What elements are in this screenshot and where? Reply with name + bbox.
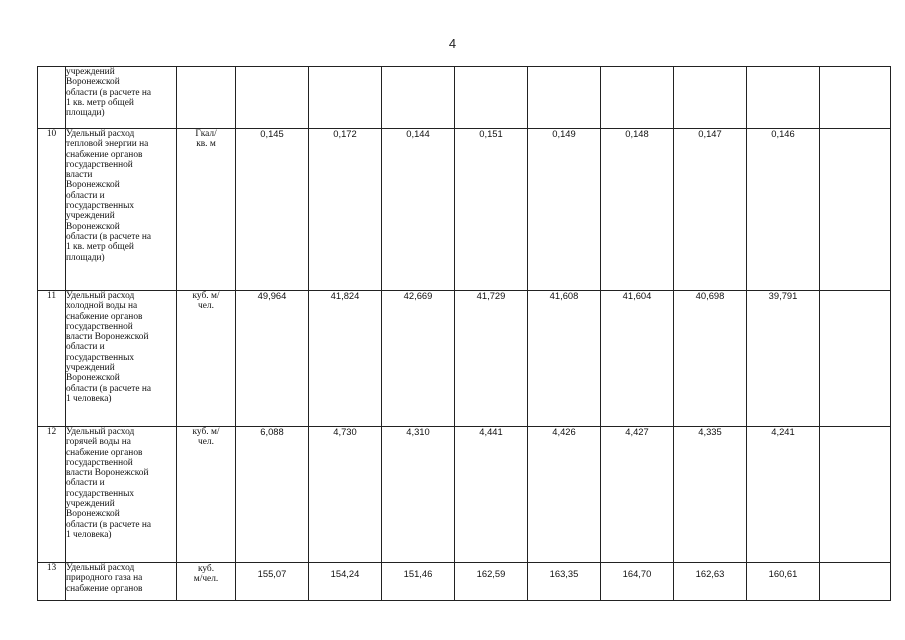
unit: куб. м/ чел. [192,291,220,312]
value-cell: 4,241 [747,427,820,563]
table-row [38,129,891,291]
value-cell: 0,146 [747,129,820,291]
row-number: 11 [38,291,66,427]
value-cell: 162,59 [455,563,528,601]
value-cell: 163,35 [528,563,601,601]
row-number: 12 [38,427,66,563]
value-cell: 0,172 [309,129,382,291]
value-cell: 41,729 [455,291,528,427]
value-cell [674,67,747,129]
value-cell [309,67,382,129]
value-cell: 6,088 [236,427,309,563]
value-cell: 4,310 [382,427,455,563]
unit: Гкал/ кв. м [195,129,217,150]
value-cell [236,67,309,129]
value-cell: 4,427 [601,427,674,563]
value-cell: 4,441 [455,427,528,563]
value-cell [820,129,891,291]
value-cell: 49,964 [236,291,309,427]
table-row [38,291,891,427]
row-number: 10 [38,129,66,291]
indicator-name: Удельный расход холодной воды на снабжение органов государственной власти Воронежской области и государственных учреждений Воронежской области (в расчете на 1 человека) [66,291,152,404]
unit: куб. м/чел. [193,564,219,585]
value-cell [820,291,891,427]
value-cell: 40,698 [674,291,747,427]
value-cell: 4,730 [309,427,382,563]
value-cell: 154,24 [309,563,382,601]
value-cell [601,67,674,129]
indicators-table [37,66,891,601]
table-row [38,427,891,563]
value-cell: 42,669 [382,291,455,427]
value-cell: 39,791 [747,291,820,427]
value-cell: 41,824 [309,291,382,427]
value-cell [820,427,891,563]
value-cell: 41,608 [528,291,601,427]
indicator-name: Удельный расход тепловой энергии на снабжение органов государственной власти Воронежской области и государственных учреждений Воронежской области (в расчете на 1 кв. метр общей площади) [66,129,152,263]
value-cell: 162,63 [674,563,747,601]
value-cell: 41,604 [601,291,674,427]
value-cell: 151,46 [382,563,455,601]
value-cell [820,563,891,601]
value-cell: 164,70 [601,563,674,601]
row-number: 13 [38,563,66,601]
table-row [38,67,891,129]
value-cell [820,67,891,129]
value-cell: 4,335 [674,427,747,563]
row-number [38,67,66,129]
value-cell: 160,61 [747,563,820,601]
unit: куб. м/ чел. [192,427,220,448]
value-cell [455,67,528,129]
value-cell: 0,148 [601,129,674,291]
value-cell: 4,426 [528,427,601,563]
value-cell: 0,144 [382,129,455,291]
value-cell: 0,151 [455,129,528,291]
value-cell [382,67,455,129]
page-number: 4 [448,36,457,51]
value-cell: 0,145 [236,129,309,291]
value-cell: 0,147 [674,129,747,291]
table-row [38,563,891,601]
indicator-name: учреждений Воронежской области (в расчете на 1 кв. метр общей площади) [66,67,152,119]
value-cell [747,67,820,129]
indicator-name: Удельный расход горячей воды на снабжение органов государственной власти Воронежской области и государственных учреждений Воронежской области (в расчете на 1 человека) [66,427,152,540]
indicator-name: Удельный расход природного газа на снабжение органов [66,563,143,594]
value-cell: 0,149 [528,129,601,291]
value-cell [528,67,601,129]
value-cell: 155,07 [236,563,309,601]
